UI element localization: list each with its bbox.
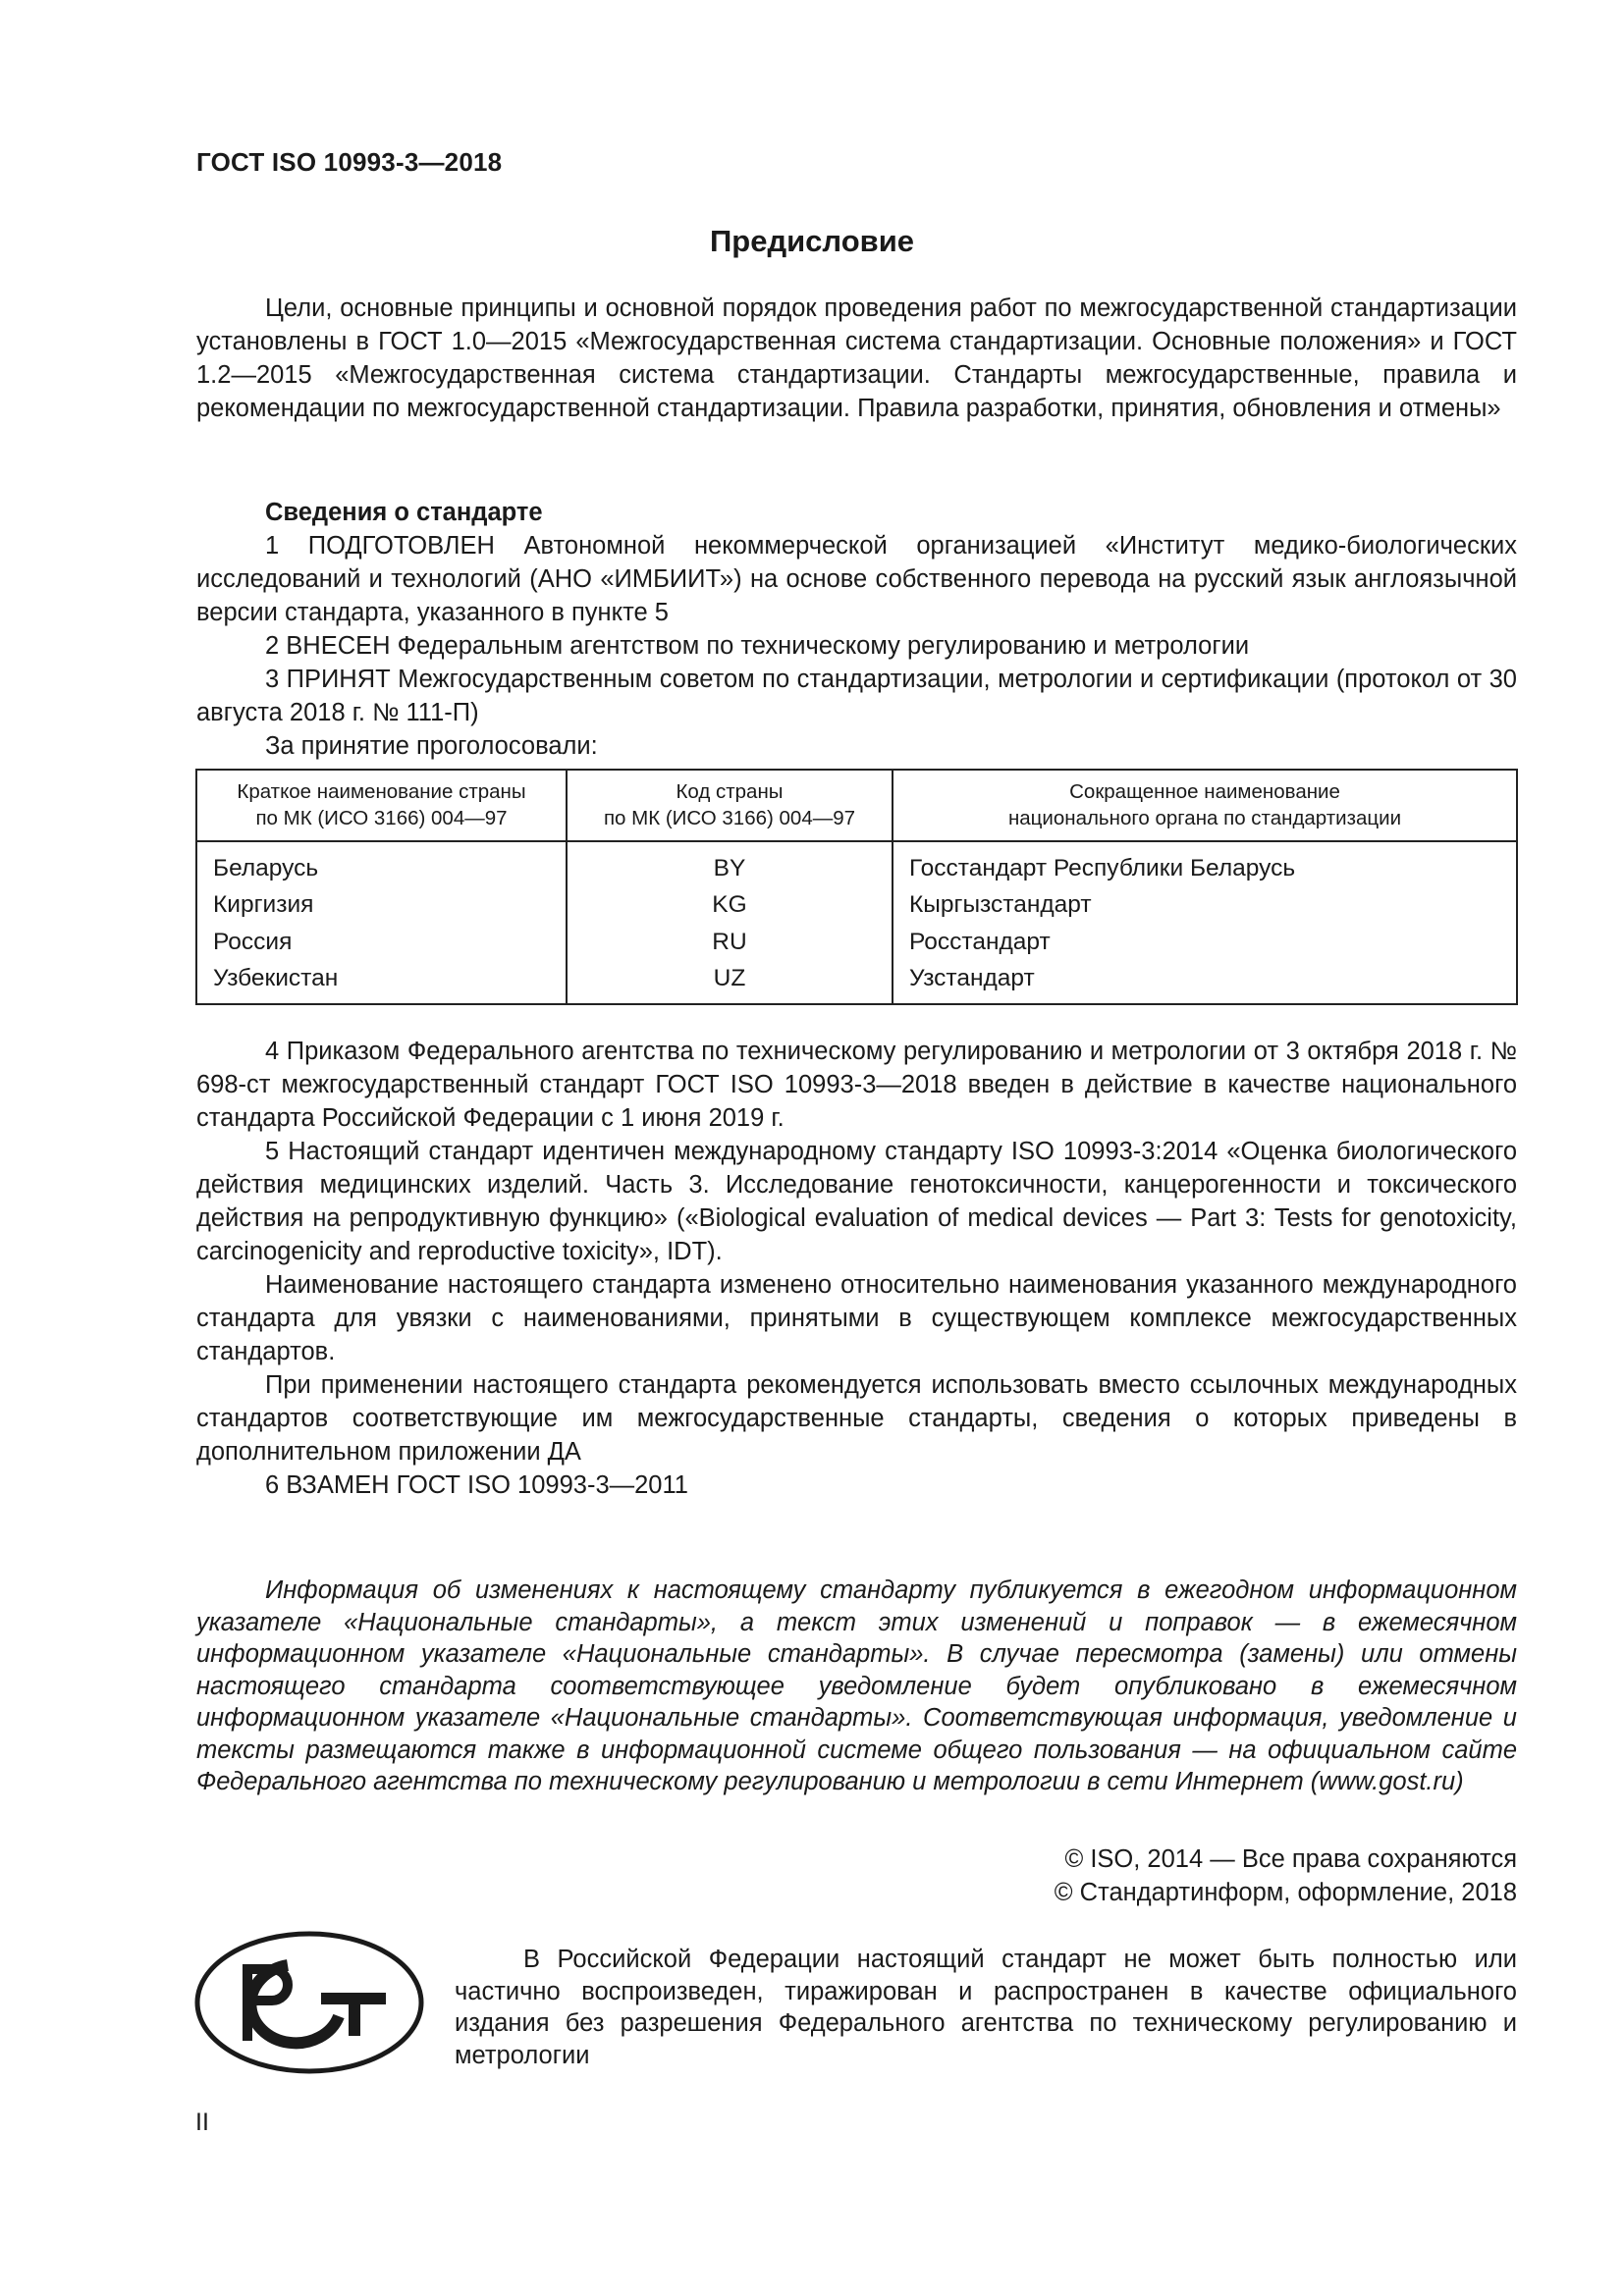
cell-body: Узстандарт [893, 961, 1517, 1005]
column-header-country-line2: по МК (ИСО 3166) 004—97 [255, 807, 508, 829]
standard-info-item-5-note-1: Наименование настоящего стандарта изменено относительно наименования указанного международного стандарта для увязки с наименованиями, принятыми в существующем комплексе межгосударственных стандартов. [196, 1271, 1517, 1365]
cell-country: Узбекистан [196, 961, 567, 1005]
column-header-code-line1: Код страны [676, 780, 784, 803]
cell-country: Россия [196, 924, 567, 961]
rights-notice-paragraph: В Российской Федерации настоящий стандарт не может быть полностью или частично воспроизведен, тиражирован и распространен в качестве официального издания без разрешения Федерального агентства по техническому регулированию и метрологии [455, 1946, 1517, 2069]
cell-country: Киргизия [196, 887, 567, 925]
cell-code: UZ [567, 961, 893, 1005]
standard-info-item-2: 2 ВНЕСЕН Федеральным агентством по техническому регулированию и метрологии [265, 632, 1250, 660]
cell-code: KG [567, 887, 893, 925]
cell-body: Росстандарт [893, 924, 1517, 961]
cell-body: Кыргызстандарт [893, 887, 1517, 925]
preface-intro-block [196, 292, 1517, 425]
rst-certification-mark-icon [193, 1930, 425, 2075]
votes-table [195, 769, 1518, 1005]
table-row [196, 841, 1517, 887]
votes-table-header-row [196, 770, 1517, 841]
table-row [196, 887, 1517, 925]
cell-code: BY [567, 841, 893, 887]
copyright-block [785, 1842, 1517, 1909]
column-header-country-line1: Краткое наименование страны [237, 780, 526, 803]
column-header-body-line2: национального органа по стандартизации [1007, 807, 1402, 829]
cell-body: Госстандарт Республики Беларусь [893, 841, 1517, 887]
standard-info-item-5-note-2: При применении настоящего стандарта рекомендуется использовать вместо ссылочных международных стандартов соответствующие им межгосударственные стандарты, сведения о которых приведены в дополнительном приложении ДА [196, 1371, 1517, 1466]
cell-code: RU [567, 924, 893, 961]
standard-info-item-6: 6 ВЗАМЕН ГОСТ ISO 10993-3—2011 [265, 1471, 688, 1499]
column-header-body [893, 770, 1517, 841]
table-row [196, 924, 1517, 961]
copyright-standartinform: © Стандартинформ, оформление, 2018 [1054, 1879, 1517, 1906]
standard-info-heading: Сведения о стандарте [265, 499, 543, 526]
preface-title: Предисловие [709, 224, 914, 258]
standard-info-item-4: 4 Приказом Федерального агентства по техническому регулированию и метрологии от 3 октября 2018 г. № 698-ст межгосударственный стандарт ГОСТ ISO 10993-3—2018 введен в действие в качестве национального стандарта Российской Федерации с 1 июня 2019 г. [196, 1038, 1517, 1132]
table-row [196, 961, 1517, 1005]
column-header-country [196, 770, 567, 841]
preface-intro-paragraph: Цели, основные принципы и основной порядок проведения работ по межгосударственной стандартизации установлены в ГОСТ 1.0—2015 «Межгосударственная система стандартизации. Основные положения» и ГОСТ 1.2—2015 «Межгосударственная система стандартизации. Стандарты межгосударственные, правила и рекомендации по межгосударственной стандартизации. Правила разработки, принятия, обновления и отмены» [196, 294, 1517, 422]
cell-country: Беларусь [196, 841, 567, 887]
document-code-header: ГОСТ ISO 10993-3—2018 [196, 147, 503, 177]
change-notice-paragraph: Информация об изменениях к настоящему стандарту публикуется в ежегодном информационном указателе «Национальные стандарты», а текст этих изменений и поправок — в ежемесячном информационном указателе «Национальные стандарты». В случае пересмотра (замены) или отмены настоящего стандарта соответствующее уведомление будет опубликовано в ежемесячном информационном указателе «Национальные стандарты». Соответствующая информация, уведомление и тексты размещаются также в информационной системе общего пользования — на официальном сайте Федерального агентства по техническому регулированию и метрологии в сети Интернет (www.gost.ru) [196, 1576, 1517, 1795]
standard-info-block [196, 496, 1517, 763]
column-header-body-line1: Сокращенное наименование [1069, 780, 1340, 803]
copyright-iso: © ISO, 2014 — Все права сохраняются [1064, 1845, 1517, 1873]
column-header-code [567, 770, 893, 841]
column-header-code-line2: по МК (ИСО 3166) 004—97 [603, 807, 856, 829]
standard-info-continued-block [196, 1035, 1517, 1502]
page-number: II [195, 2109, 209, 2136]
standard-info-item-1: 1 ПОДГОТОВЛЕН Автономной некоммерческой организацией «Институт медико-биологических исследований и технологий (АНО «ИМБИИТ») на основе собственного перевода на русский язык англоязычной версии стандарта, указанного в пункте 5 [196, 532, 1517, 626]
standard-info-item-5: 5 Настоящий стандарт идентичен международному стандарту ISO 10993-3:2014 «Оценка биологического действия медицинских изделий. Часть 3. Исследование генотоксичности, канцерогенности и токсического действия на репродуктивную функцию» («Biological evaluation of medical devices — Part 3: Tests for genotoxicity, carcinogenicity and reproductive toxicity», IDT). [196, 1138, 1517, 1265]
voted-label: За принятие проголосовали: [265, 732, 598, 760]
standard-info-item-3: 3 ПРИНЯТ Межгосударственным советом по стандартизации, метрологии и сертификации (протокол от 30 августа 2018 г. № 111-П) [196, 666, 1517, 726]
rights-notice-block [455, 1944, 1517, 2071]
change-notice-block [196, 1575, 1517, 1798]
